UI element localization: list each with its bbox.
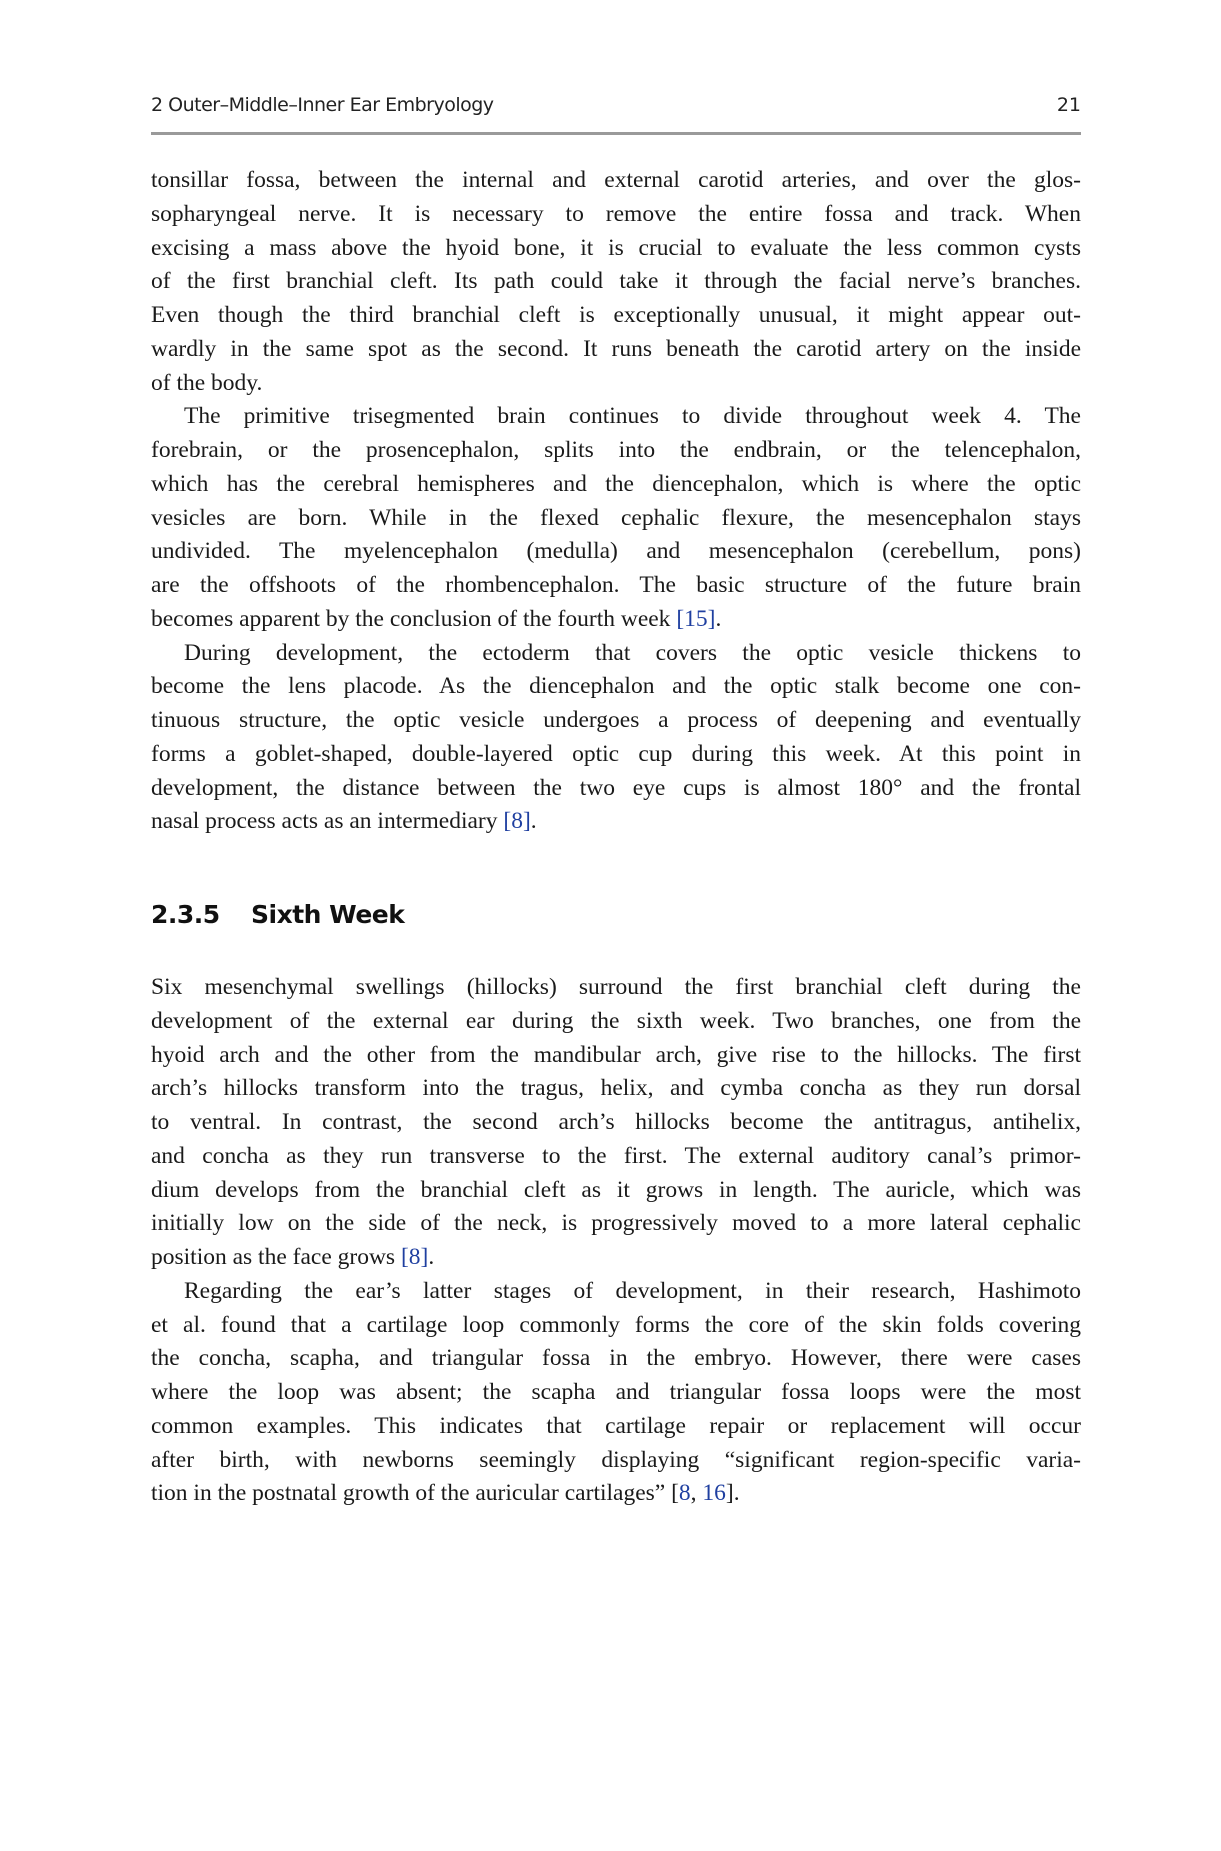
text-line (151, 1140, 1081, 1174)
text-line (151, 805, 1081, 839)
text-run: position as the face grows (151, 1244, 401, 1270)
body-text-section-b (151, 971, 1081, 1511)
paragraph (151, 400, 1081, 636)
text-line (151, 1174, 1081, 1208)
text-run: tinuous structure, the optic vesicle undergoes a process of deepening and eventually (151, 707, 1081, 733)
text-line (151, 569, 1081, 603)
text-run: Even though the third branchial cleft is exceptionally unusual, it might appear out- (151, 302, 1081, 328)
text-line (151, 400, 1081, 434)
text-run: become the lens placode. As the diencephalon and the optic stalk become one con- (151, 673, 1081, 700)
text-run: undivided. The myelencephalon (medulla) and mesencephalon (cerebellum, pons) (151, 538, 1081, 565)
page-number: 21 (1056, 94, 1081, 116)
text-run: are the offshoots of the rhombencephalon. The basic structure of the future brain (151, 572, 1081, 598)
text-run: During development, the ectoderm that covers the optic vesicle thickens to (184, 639, 1081, 666)
text-run: arch’s hillocks transform into the tragus, helix, and cymba concha as they run dorsal (151, 1075, 1081, 1102)
text-run: Regarding the ear’s latter stages of development, in their research, Hashimoto (184, 1277, 1081, 1304)
text-run: which has the cerebral hemispheres and the diencephalon, which is where the optic (151, 470, 1081, 497)
citation-link[interactable]: [8] (400, 1244, 429, 1270)
text-line (151, 637, 1081, 671)
text-line (151, 738, 1081, 772)
text-line (151, 971, 1081, 1005)
section-number: 2.3.5 (151, 900, 220, 929)
paragraph (151, 637, 1081, 840)
text-run: nasal process acts as an intermediary (151, 808, 504, 835)
text-line (151, 670, 1081, 704)
citation-link[interactable]: 8 (678, 1480, 691, 1507)
text-run: dium develops from the branchial cleft as it grows in length. The auricle, which was (151, 1176, 1081, 1203)
text-run: Six mesenchymal swellings (hillocks) surround the first branchial cleft during the (151, 974, 1081, 1000)
text-run: wardly in the same spot as the second. It runs beneath the carotid artery on the inside (151, 335, 1081, 362)
text-line (151, 265, 1081, 299)
text-line (151, 1106, 1081, 1140)
text-run: excising a mass above the hyoid bone, it is crucial to evaluate the less common cysts (151, 234, 1081, 261)
text-line (151, 1039, 1081, 1073)
text-line (151, 535, 1081, 569)
text-line (151, 1410, 1081, 1444)
text-run: sopharyngeal nerve. It is necessary to remove the entire fossa and track. When (151, 200, 1081, 227)
text-line (151, 502, 1081, 536)
text-run: development of the external ear during the sixth week. Two branches, one from the (151, 1007, 1081, 1034)
text-line (151, 232, 1081, 266)
text-line (151, 772, 1081, 806)
text-line (151, 603, 1081, 637)
text-line (151, 1072, 1081, 1106)
text-line (151, 299, 1081, 333)
text-run: initially low on the side of the neck, is progressively moved to a more lateral cephalic (151, 1210, 1081, 1237)
text-line (151, 1477, 1081, 1511)
text-run: . (530, 808, 537, 835)
section-heading (151, 900, 404, 929)
text-run: where the loop was absent; the scapha and triangular fossa loops were the most (151, 1379, 1081, 1405)
text-run: development, the distance between the two eye cups is almost 180° and the frontal (151, 774, 1081, 801)
text-run: forebrain, or the prosencephalon, splits into the endbrain, or the telencephalon, (151, 437, 1081, 463)
text-line (151, 333, 1081, 367)
paragraph (151, 1275, 1081, 1511)
running-header (151, 94, 1081, 124)
text-run: of the first branchial cleft. Its path could take it through the facial nerve’s branches. (151, 268, 1081, 295)
text-run: tonsillar fossa, between the internal and external carotid arteries, and over the glos- (151, 167, 1081, 193)
citation-link[interactable]: [8] (503, 808, 531, 835)
text-line (151, 164, 1081, 198)
text-run: et al. found that a cartilage loop commonly forms the core of the skin folds covering (151, 1311, 1081, 1338)
text-line (151, 367, 1081, 401)
text-run: ]. (725, 1480, 740, 1507)
text-line (151, 468, 1081, 502)
section-title: Sixth Week (251, 900, 405, 929)
chapter-title: 2 Outer–Middle–Inner Ear Embryology (151, 94, 494, 116)
text-line (151, 198, 1081, 232)
text-run: The primitive trisegmented brain continues to divide throughout week 4. The (184, 403, 1081, 430)
text-run: to ventral. In contrast, the second arch’s hillocks become the antitragus, antihelix, (151, 1109, 1081, 1135)
text-line (151, 1241, 1081, 1275)
text-run: hyoid arch and the other from the mandibular arch, give rise to the hillocks. The first (151, 1041, 1081, 1068)
text-run: vesicles are born. While in the flexed cephalic flexure, the mesencephalon stays (151, 504, 1081, 531)
citation-link[interactable]: 16 (702, 1480, 726, 1507)
citation-link[interactable]: [15] (676, 605, 716, 632)
text-line (151, 1207, 1081, 1241)
paragraph (151, 164, 1081, 400)
text-run: of the body. (151, 369, 263, 396)
text-line (151, 704, 1081, 738)
text-line (151, 1376, 1081, 1410)
text-run: , (690, 1480, 703, 1507)
body-text-section-a (151, 164, 1081, 839)
text-line (151, 1444, 1081, 1478)
text-run: becomes apparent by the conclusion of the fourth week (151, 605, 677, 632)
text-line (151, 434, 1081, 468)
header-divider (151, 132, 1081, 135)
text-run: tion in the postnatal growth of the auricular cartilages” [ (151, 1480, 679, 1507)
text-run: forms a goblet-shaped, double-layered optic cup during this week. At this point in (151, 740, 1081, 767)
text-run: and concha as they run transverse to the first. The external auditory canal’s primor- (151, 1142, 1081, 1169)
text-line (151, 1275, 1081, 1309)
text-line (151, 1309, 1081, 1343)
text-line (151, 1005, 1081, 1039)
text-line (151, 1342, 1081, 1376)
text-run: . (428, 1244, 435, 1270)
text-run: after birth, with newborns seemingly displaying “significant region-specific varia- (151, 1446, 1081, 1473)
text-run: the concha, scapha, and triangular fossa in the embryo. However, there were cases (151, 1345, 1081, 1372)
text-run: common examples. This indicates that cartilage repair or replacement will occur (151, 1412, 1081, 1439)
paragraph (151, 971, 1081, 1275)
text-run: . (715, 605, 722, 632)
